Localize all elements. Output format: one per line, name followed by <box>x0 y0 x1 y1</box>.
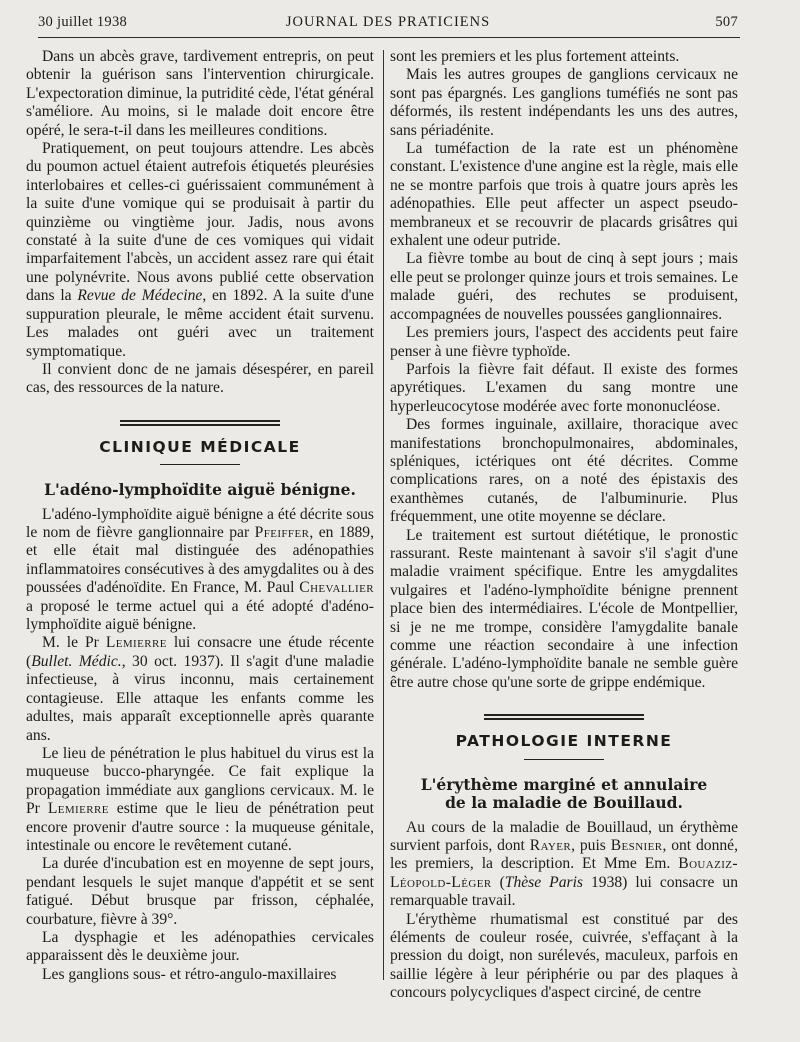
author-name: Besnier <box>610 837 663 855</box>
author-name: Bouaziz-Léopold-Léger <box>390 855 738 891</box>
paragraph: La dysphagie et les adénopathies cervicales apparaissent dès le deuxième jour. <box>26 928 374 965</box>
paragraph: Il convient donc de ne jamais désespérer, en pareil cas, des ressources de la nature. <box>26 360 374 397</box>
paragraph: La tuméfaction de la rate est un phénomène constant. L'existence d'une angine est la règle, mais elle ne se montre parfois que trois à quatre jours après les adénopathies. Elle peut affecter un aspect pseudo-membraneux et se recouvrir de placards grisâtres qui exhalent une odeur putride. <box>390 140 738 250</box>
section-title: PATHOLOGIE INTERNE <box>455 732 673 751</box>
paragraph: Le traitement est surtout diététique, le pronostic rassurant. Reste maintenant à savoir s'il s'agit d'une maladie vraiment spécifique. Entre les amygdalites vulgaires et l'adéno-lymphoïdite bénigne prennent place bien des intermédiaires. L'école de Montpellier, si je ne me trompe, considère l'amygdalite banale comme une réaction secondaire à une infection générale. L'adéno-lymphoïdite banale ne semble guère être autre chose qu'une sorte de grippe endémique. <box>390 526 738 691</box>
paragraph: sont les premiers et les plus fortement atteints. <box>390 48 680 65</box>
left-column <box>26 48 374 984</box>
right-column <box>390 48 738 1003</box>
paragraph: La durée d'incubation est en moyenne de sept jours, pendant lesquels le sujet manque d'appétit et se sent fatigué. Début brusque par frisson, céphalée, courbature, fièvre à 39°. <box>26 855 374 928</box>
citation: Thèse Paris <box>504 873 583 891</box>
section-rules <box>120 420 280 426</box>
article-title: L'adéno-lymphoïdite aiguë bénigne. <box>44 480 356 500</box>
paragraph: Les premiers jours, l'aspect des accidents peut faire penser à une fièvre typhoïde. <box>390 324 738 360</box>
paragraph: L'adéno-lymphoïdite aiguë bénigne a été décrite sous le nom de fièvre ganglionnaire par Pfeiffer, en 1889, et elle était mal distinguée des adénopathies inflammatoires consécutives à des amygdalites ou à des poussées d'adénoïdite. En France, M. Paul Chevallier a proposé le terme actuel qui a été adopté d'adéno-lymphoïdite aiguë bénigne. <box>26 505 374 634</box>
paragraph: La fièvre tombe au bout de cinq à sept jours ; mais elle peut se prolonger quinze jours et trois semaines. Le malade guéri, des rechutes se produisent, accompagnées de nouvelles poussées ganglionnaires. <box>390 250 738 323</box>
article-title: L'érythème marginé et annulaire <box>420 774 708 794</box>
author-name: Chevallier <box>299 579 374 597</box>
journal-title: JOURNAL DES PRATICIENS <box>285 14 491 30</box>
section-underline <box>524 759 604 760</box>
paragraph: Des formes inguinale, axillaire, thoracique avec manifestations bronchopulmonaires, abdominales, spléniques, ictériques ont été décrites. Comme complications rares, on a noté des épistaxis des exanthèmes cutanés, de l'albuminurie. Plus fréquemment, une otite moyenne se déclare. <box>390 416 738 526</box>
paragraph: Au cours de la maladie de Bouillaud, un érythème survient parfois, dont Rayer, puis Besnier, ont donné, les premiers, la description. Et Mme Em. Bouaziz-Léopold-Léger (Thèse Paris 1938) lui consacre un remarquable travail. <box>390 818 739 910</box>
paragraph: L'érythème rhumatismal est constitué par des éléments de couleur rosée, cuivrée, s'effaçant à la pression du doigt, non surélevés, maculeux, parfois en saillie légère à leur périphérie ou par des plaques à concours polycycliques d'aspect circiné, de centre <box>390 910 738 1002</box>
paragraph: Pratiquement, on peut toujours attendre. Les abcès du poumon actuel étaient autrefois étiquetés pleurésies interlobaires et celles-ci guérissaient communément à la suite d'une vomique qui se produisait à partir du quinzième ou vingtième jour. Jadis, nous avons constaté à la suite d'une de ces vomiques qui vidait imparfaitement l'abcès, un accident assez rare qui était une polynévrite. Nous avons publié cette observation dans la Revue de Médecine, en 1892. A la suite d'une suppuration pleurale, le même accident était survenu. Les malades ont guéri avec un traitement symptomatique. <box>26 140 374 360</box>
author-name: Rayer <box>529 837 572 855</box>
page-number: 507 <box>715 14 738 30</box>
paragraph: Le lieu de pénétration le plus habituel du virus est la muqueuse bucco-pharyngée. Ce fait explique la propagation immédiate aux ganglions cervicaux. M. le Pr Lemierre estime que le lieu de pénétration peut encore provenir d'autre source : la muqueuse génitale, intestinale ou encore le revêtement cutané. <box>26 744 374 854</box>
paragraph: Les ganglions sous- et rétro-angulo-maxillaires <box>42 965 337 983</box>
section-underline <box>160 464 240 465</box>
issue-date: 30 juillet 1938 <box>38 14 128 30</box>
paragraph: Parfois la fièvre fait défaut. Il existe des formes apyrétiques. L'examen du sang montre une hyperleucocytose modérée avec forte mononucléose. <box>390 360 738 415</box>
article-title-line2: de la maladie de Bouillaud. <box>445 793 683 813</box>
paragraph: Mais les autres groupes de ganglions cervicaux ne sont pas épargnés. Les ganglions tuméfiés ne sont pas déformés, ils restent indépendants les uns des autres, sans périadénite. <box>390 66 738 139</box>
paragraph: Dans un abcès grave, tardivement entrepris, on peut obtenir la guérison sans l'intervention chirurgicale. L'expectoration diminue, la putridité cède, l'état général s'améliore. Au moins, si le malade doit encore être opéré, le sera-t-il dans les meilleures conditions. <box>26 48 374 139</box>
column-divider <box>383 50 384 980</box>
citation: Bullet. Médic. <box>31 652 122 670</box>
paragraph: M. le Pr Lemierre lui consacre une étude récente (Bullet. Médic., 30 oct. 1937). Il s'agit d'une maladie infectieuse, à virus inconnu, mais certainement contagieuse. Elle attaque les enfants comme les adultes, mais apparaît exceptionnelle après quarante ans. <box>26 634 374 744</box>
author-name: Lemierre <box>47 800 109 818</box>
author-name: Lemierre <box>105 634 167 652</box>
journal-reference: Revue de Médecine <box>77 287 203 305</box>
page-header <box>38 14 738 38</box>
header-rule <box>38 37 740 38</box>
author-name: Pfeiffer <box>254 524 310 542</box>
section-title: CLINIQUE MÉDICALE <box>99 437 301 456</box>
section-rules <box>484 714 644 720</box>
